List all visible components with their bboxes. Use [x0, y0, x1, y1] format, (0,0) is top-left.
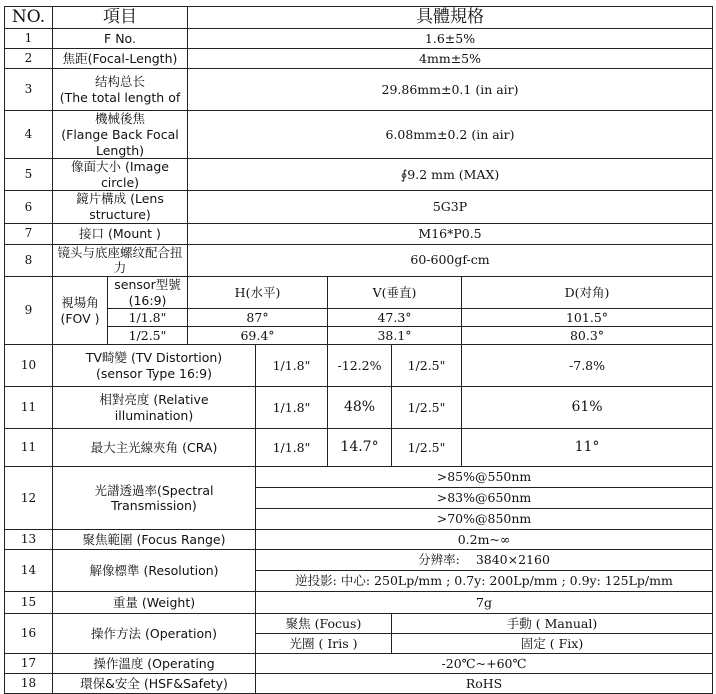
- fov-h: 87°: [188, 309, 328, 327]
- item-label: 重量 (Weight): [53, 592, 256, 614]
- item-label-line2: (Flange Back Focal Length): [61, 126, 179, 158]
- item-label: 鏡片構成 (Lens structure): [53, 191, 188, 223]
- spec-value: 7g: [256, 592, 713, 614]
- item-label-line2: illumination): [114, 407, 194, 423]
- table-row: [5, 429, 713, 467]
- table-row: [5, 467, 713, 488]
- fov-v-header: V(垂直): [328, 276, 462, 308]
- table-row: [5, 223, 713, 244]
- fov-d: 101.5°: [462, 309, 713, 327]
- transmission-value: >85%@550nm: [256, 467, 713, 488]
- table-row: [5, 244, 713, 276]
- row-number: 11: [5, 387, 53, 429]
- spec-value: 6.08mm±0.2 (in air): [188, 111, 713, 159]
- item-label: 最大主光線夾角 (CRA): [53, 429, 256, 467]
- item-label: [53, 69, 188, 111]
- table-row: [5, 309, 713, 327]
- sensor-size: 1/2.5": [392, 429, 462, 467]
- focus-value: 手動 ( Manual): [392, 614, 713, 634]
- item-label: [53, 345, 256, 387]
- fov-sensor: 1/2.5": [108, 327, 188, 345]
- item-label: 接口 (Mount ): [53, 223, 188, 244]
- row-number: 17: [5, 654, 53, 674]
- table-row: [5, 387, 713, 429]
- table-row: [5, 29, 713, 49]
- item-label-line1: TV畸變 (TV Distortion): [85, 350, 223, 365]
- item-label-line1: 光譜透過率(Spectral: [94, 482, 214, 498]
- item-label-line2: (The total length of: [59, 89, 181, 105]
- fov-sensor: 1/1.8": [108, 309, 188, 327]
- fov-sensor-header: sensor型號(16:9): [108, 276, 188, 308]
- table-row: [5, 614, 713, 634]
- iris-value: 固定 ( Fix): [392, 634, 713, 654]
- row-number: 7: [5, 223, 53, 244]
- lp-values: 逆投影: 中心: 250Lp/mm ; 0.7y: 200Lp/mm ; 0.9y: 125Lp/mm: [256, 571, 713, 592]
- item-label: 解像標準 (Resolution): [53, 550, 256, 592]
- row-number: 9: [5, 276, 53, 344]
- spec-value: ∮9.2 mm (MAX): [188, 159, 713, 191]
- item-label: 操作方法 (Operation): [53, 614, 256, 654]
- row-number: 11: [5, 429, 53, 467]
- fov-v: 38.1°: [328, 327, 462, 345]
- header-no: NO.: [5, 7, 53, 29]
- sensor-size: 1/1.8": [256, 387, 328, 429]
- item-label: F No.: [53, 29, 188, 49]
- row-number: 12: [5, 467, 53, 530]
- table-row: [5, 191, 713, 223]
- transmission-value: >70%@850nm: [256, 509, 713, 530]
- sensor-size: 1/1.8": [256, 345, 328, 387]
- item-label: 像面大小 (Image circle): [53, 159, 188, 191]
- measured-value: 61%: [462, 387, 713, 429]
- table-row: [5, 159, 713, 191]
- fov-d: 80.3°: [462, 327, 713, 345]
- spec-value: 60-600gf-cm: [188, 244, 713, 276]
- row-number: 14: [5, 550, 53, 592]
- fov-h: 69.4°: [188, 327, 328, 345]
- spec-value: 5G3P: [188, 191, 713, 223]
- resolution-label: 分辨率:: [418, 552, 460, 568]
- item-label-line1: 機械後焦: [94, 111, 145, 127]
- item-label: 操作溫度 (Operating: [53, 654, 256, 674]
- table-row: [5, 69, 713, 111]
- row-number: 10: [5, 345, 53, 387]
- item-label: [53, 276, 108, 344]
- row-number: 2: [5, 49, 53, 69]
- item-label: [53, 111, 188, 159]
- item-label-line1: 结构总长: [94, 74, 145, 90]
- table-row: [5, 592, 713, 614]
- row-number: 1: [5, 29, 53, 49]
- table-row: [5, 327, 713, 345]
- spec-value: 1.6±5%: [188, 29, 713, 49]
- row-number: 13: [5, 530, 53, 550]
- item-label: 镜头与底座螺纹配合扭力: [53, 244, 188, 276]
- table-row: [5, 654, 713, 674]
- row-number: 4: [5, 111, 53, 159]
- spec-table: [4, 6, 713, 694]
- spec-value: 0.2m~∞: [256, 530, 713, 550]
- row-number: 8: [5, 244, 53, 276]
- item-label: [53, 467, 256, 530]
- measured-value: 14.7°: [328, 429, 392, 467]
- transmission-value: >83%@650nm: [256, 488, 713, 509]
- measured-value: -12.2%: [328, 345, 392, 387]
- table-row: [5, 345, 713, 387]
- item-label-line2: Transmission): [111, 498, 197, 514]
- item-label-line1: 視場角: [61, 294, 99, 310]
- table-row: [5, 49, 713, 69]
- spec-value: 29.86mm±0.1 (in air): [188, 69, 713, 111]
- row-number: 6: [5, 191, 53, 223]
- table-row: [5, 674, 713, 694]
- focus-label: 聚焦 (Focus): [256, 614, 392, 634]
- header-item: 項目: [53, 7, 188, 29]
- iris-label: 光圈 ( Iris ): [256, 634, 392, 654]
- item-label: 焦距(Focal-Length): [53, 49, 188, 69]
- measured-value: -7.8%: [462, 345, 713, 387]
- resolution-cell: [256, 550, 713, 571]
- spec-value: M16*P0.5: [188, 223, 713, 244]
- table-row: [5, 550, 713, 571]
- sensor-size: 1/1.8": [256, 429, 328, 467]
- item-label-line1: 相對亮度 (Relative: [99, 392, 209, 407]
- row-number: 5: [5, 159, 53, 191]
- row-number: 18: [5, 674, 53, 694]
- fov-v: 47.3°: [328, 309, 462, 327]
- row-number: 15: [5, 592, 53, 614]
- table-row: [5, 111, 713, 159]
- fov-h-header: H(水平): [188, 276, 328, 308]
- header-spec: 具體規格: [188, 7, 713, 29]
- item-label-line2: (FOV ): [60, 310, 100, 326]
- fov-d-header: D(对角): [462, 276, 713, 308]
- spec-value: RoHS: [256, 674, 713, 694]
- header-row: [5, 7, 713, 29]
- sensor-size: 1/2.5": [392, 387, 462, 429]
- item-label: [53, 387, 256, 429]
- item-label: 環保&安全 (HSF&Safety): [53, 674, 256, 694]
- row-number: 16: [5, 614, 53, 654]
- spec-value: 4mm±5%: [188, 49, 713, 69]
- row-number: 3: [5, 69, 53, 111]
- table-row: [5, 530, 713, 550]
- measured-value: 11°: [462, 429, 713, 467]
- item-label: 聚焦範圍 (Focus Range): [53, 530, 256, 550]
- measured-value: 48%: [328, 387, 392, 429]
- spec-value: -20℃~+60℃: [256, 654, 713, 674]
- resolution-value: 3840×2160: [475, 552, 550, 568]
- table-row: [5, 276, 713, 308]
- sensor-size: 1/2.5": [392, 345, 462, 387]
- item-label-line2: (sensor Type 16:9): [96, 365, 212, 381]
